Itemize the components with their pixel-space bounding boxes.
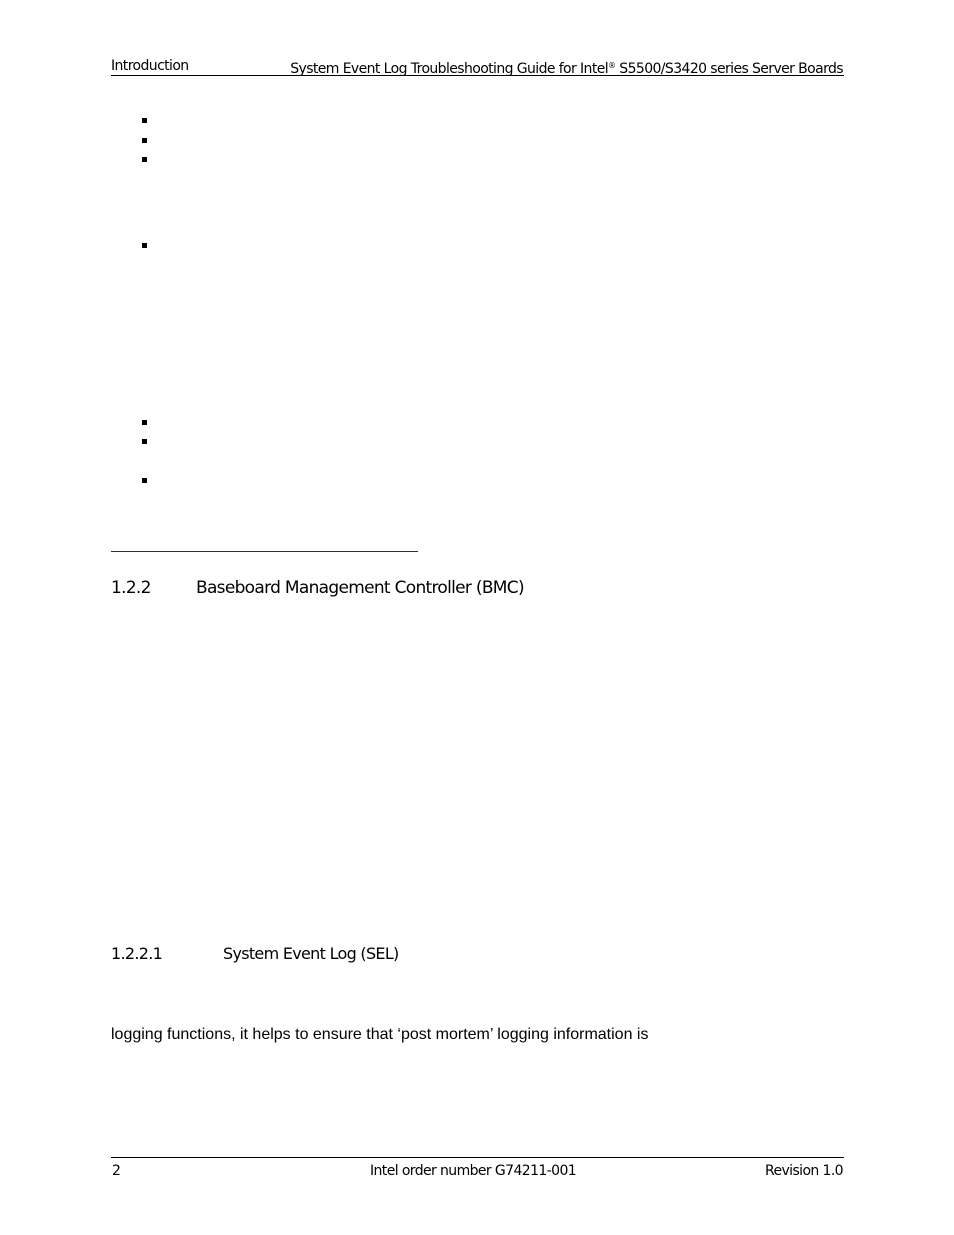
footer-divider <box>111 1157 844 1158</box>
subsection-title: System Event Log (SEL) <box>223 944 399 963</box>
bullet-marker <box>142 420 147 425</box>
order-number: Intel order number G74211-001 <box>370 1163 577 1179</box>
bullet-marker <box>142 157 147 162</box>
bullet-marker <box>142 118 147 123</box>
subsection-number: 1.2.2.1 <box>111 944 163 963</box>
header-divider <box>111 75 844 76</box>
bullet-marker <box>142 439 147 444</box>
header-title-prefix: System Event Log Troubleshooting Guide for Intel <box>290 61 609 77</box>
registered-trademark-mark: ® <box>608 61 616 70</box>
footnote-separator <box>111 551 418 552</box>
section-title: Baseboard Management Controller (BMC) <box>196 578 524 598</box>
body-paragraph: logging functions, it helps to ensure that ‘post mortem’ logging information is <box>111 1026 649 1043</box>
bullet-marker <box>142 478 147 483</box>
section-number: 1.2.2 <box>111 578 151 598</box>
bullet-marker <box>142 138 147 143</box>
revision-label: Revision 1.0 <box>764 1163 843 1179</box>
header-title-suffix: S5500/S3420 series Server Boards <box>615 61 843 77</box>
header-section-name: Introduction <box>111 58 189 74</box>
bullet-marker <box>142 243 147 248</box>
page-number: 2 <box>112 1163 121 1179</box>
